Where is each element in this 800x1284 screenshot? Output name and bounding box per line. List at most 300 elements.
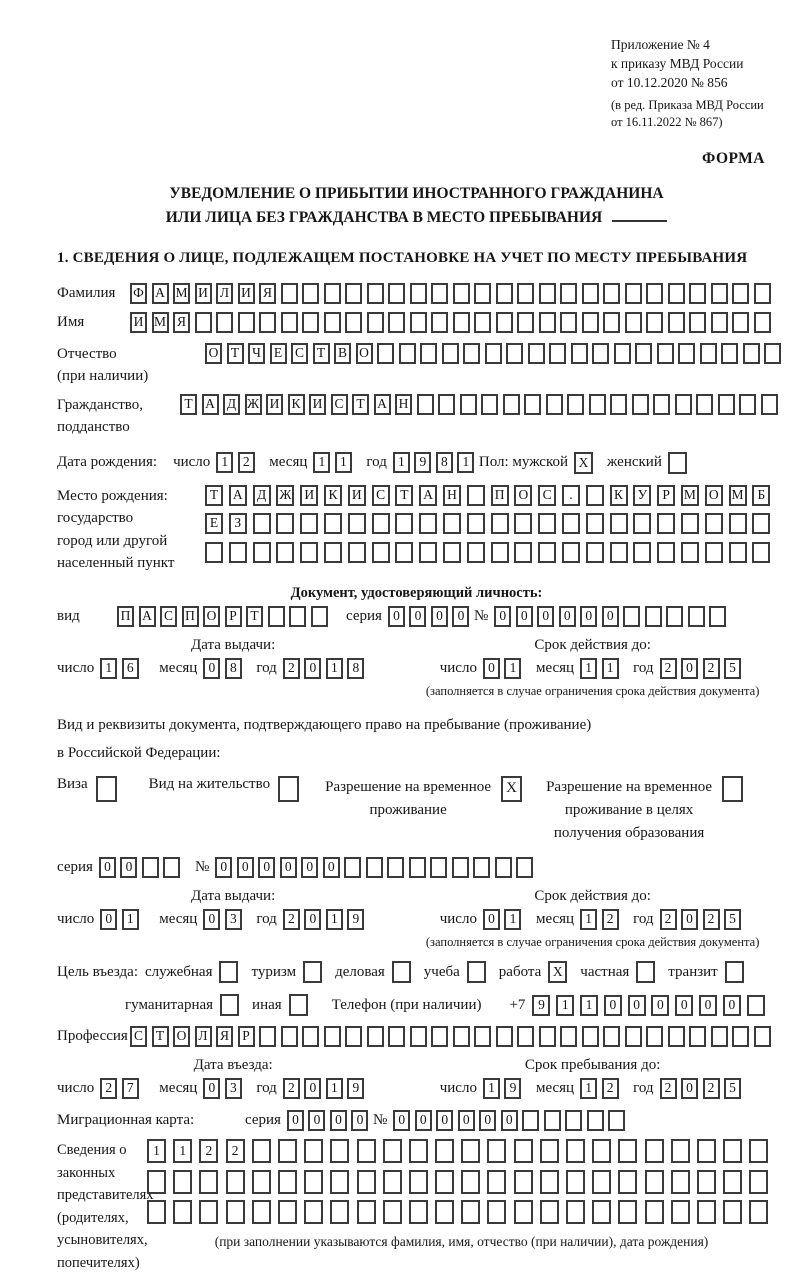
char-cell[interactable] [517, 312, 534, 333]
char-cell[interactable]: 3 [225, 909, 242, 930]
char-cell[interactable] [645, 1139, 664, 1163]
char-cell[interactable] [666, 606, 683, 627]
char-cell[interactable]: Р [657, 485, 675, 506]
char-cell[interactable]: К [324, 485, 342, 506]
char-cell[interactable] [324, 542, 342, 563]
char-cell[interactable]: 0 [100, 909, 117, 930]
char-cell[interactable]: 0 [237, 857, 254, 878]
char-cell[interactable] [330, 1139, 349, 1163]
char-cell[interactable]: 8 [225, 658, 242, 679]
char-cell[interactable] [388, 283, 405, 304]
char-cell[interactable] [467, 961, 486, 983]
char-cell[interactable] [668, 312, 685, 333]
char-cell[interactable] [474, 1026, 491, 1047]
char-cell[interactable] [324, 312, 341, 333]
char-cell[interactable] [754, 283, 771, 304]
char-cell[interactable]: 8 [436, 452, 453, 473]
char-cell[interactable]: О [203, 606, 220, 627]
char-cell[interactable] [625, 1026, 642, 1047]
char-cell[interactable] [219, 961, 238, 983]
char-cell[interactable] [281, 312, 298, 333]
char-cell[interactable] [517, 283, 534, 304]
char-cell[interactable]: 0 [203, 909, 220, 930]
char-cell[interactable]: 0 [308, 1110, 325, 1131]
char-cell[interactable] [367, 1026, 384, 1047]
char-cell[interactable] [485, 343, 502, 364]
char-cell[interactable] [367, 312, 384, 333]
char-cell[interactable] [657, 343, 674, 364]
char-cell[interactable]: Т [205, 485, 223, 506]
char-cell[interactable] [278, 1170, 297, 1194]
char-cell[interactable] [732, 312, 749, 333]
char-cell[interactable] [442, 343, 459, 364]
char-cell[interactable]: М [729, 485, 747, 506]
char-cell[interactable] [330, 1200, 349, 1224]
char-cell[interactable] [566, 1170, 585, 1194]
char-cell[interactable] [435, 1139, 454, 1163]
char-cell[interactable] [732, 283, 749, 304]
char-cell[interactable]: 3 [225, 1078, 242, 1099]
char-cell[interactable]: Д [223, 394, 240, 415]
char-cell[interactable] [752, 513, 770, 534]
char-cell[interactable]: 1 [216, 452, 233, 473]
char-cell[interactable]: С [160, 606, 177, 627]
char-cell[interactable] [420, 343, 437, 364]
char-cell[interactable] [723, 1139, 742, 1163]
char-cell[interactable] [671, 1170, 690, 1194]
char-cell[interactable] [173, 1170, 192, 1194]
char-cell[interactable] [589, 394, 606, 415]
char-cell[interactable] [252, 1139, 271, 1163]
char-cell[interactable] [586, 485, 604, 506]
char-cell[interactable] [487, 1139, 506, 1163]
char-cell[interactable]: 7 [122, 1078, 139, 1099]
char-cell[interactable]: И [266, 394, 283, 415]
char-cell[interactable] [388, 1026, 405, 1047]
char-cell[interactable] [618, 1139, 637, 1163]
char-cell[interactable]: О [356, 343, 373, 364]
char-cell[interactable]: 0 [258, 857, 275, 878]
char-cell[interactable] [238, 312, 255, 333]
char-cell[interactable] [705, 542, 723, 563]
char-cell[interactable] [431, 283, 448, 304]
char-cell[interactable]: О [705, 485, 723, 506]
char-cell[interactable] [419, 513, 437, 534]
char-cell[interactable] [302, 312, 319, 333]
char-cell[interactable]: 0 [494, 606, 511, 627]
char-cell[interactable] [603, 312, 620, 333]
char-cell[interactable] [514, 513, 532, 534]
char-cell[interactable]: 0 [323, 857, 340, 878]
char-cell[interactable] [383, 1139, 402, 1163]
char-cell[interactable]: 0 [280, 857, 297, 878]
char-cell[interactable] [443, 513, 461, 534]
char-cell[interactable] [226, 1170, 245, 1194]
char-cell[interactable] [252, 1170, 271, 1194]
char-cell[interactable]: 0 [301, 857, 318, 878]
char-cell[interactable] [195, 312, 212, 333]
char-cell[interactable] [253, 542, 271, 563]
char-cell[interactable] [409, 857, 426, 878]
char-cell[interactable]: 0 [602, 606, 619, 627]
char-cell[interactable] [653, 394, 670, 415]
char-cell[interactable] [516, 857, 533, 878]
char-cell[interactable] [582, 283, 599, 304]
char-cell[interactable]: Я [216, 1026, 233, 1047]
char-cell[interactable]: А [139, 606, 156, 627]
char-cell[interactable]: У [633, 485, 651, 506]
char-cell[interactable] [399, 343, 416, 364]
char-cell[interactable]: 1 [580, 658, 597, 679]
char-cell[interactable] [623, 606, 640, 627]
char-cell[interactable]: 1 [100, 658, 117, 679]
char-cell[interactable] [388, 312, 405, 333]
char-cell[interactable] [481, 394, 498, 415]
char-cell[interactable] [635, 343, 652, 364]
char-cell[interactable] [711, 1026, 728, 1047]
char-cell[interactable] [603, 283, 620, 304]
char-cell[interactable] [752, 542, 770, 563]
char-cell[interactable] [754, 312, 771, 333]
char-cell[interactable] [749, 1139, 768, 1163]
char-cell[interactable] [608, 1110, 625, 1131]
char-cell[interactable]: К [610, 485, 628, 506]
char-cell[interactable] [560, 312, 577, 333]
char-cell[interactable] [592, 1170, 611, 1194]
char-cell[interactable]: 0 [537, 606, 554, 627]
char-cell[interactable] [729, 542, 747, 563]
char-cell[interactable] [372, 513, 390, 534]
char-cell[interactable] [366, 857, 383, 878]
char-cell[interactable]: 1 [173, 1139, 192, 1163]
char-cell[interactable]: 1 [457, 452, 474, 473]
char-cell[interactable] [657, 542, 675, 563]
char-cell[interactable]: Н [395, 394, 412, 415]
char-cell[interactable]: Я [259, 283, 276, 304]
char-cell[interactable]: Р [225, 606, 242, 627]
char-cell[interactable]: А [374, 394, 391, 415]
char-cell[interactable] [645, 1170, 664, 1194]
char-cell[interactable]: П [491, 485, 509, 506]
char-cell[interactable] [646, 1026, 663, 1047]
char-cell[interactable] [646, 312, 663, 333]
char-cell[interactable] [417, 394, 434, 415]
char-cell[interactable] [592, 1139, 611, 1163]
char-cell[interactable] [582, 1026, 599, 1047]
char-cell[interactable] [610, 542, 628, 563]
char-cell[interactable]: Т [395, 485, 413, 506]
char-cell[interactable]: 0 [203, 658, 220, 679]
char-cell[interactable] [696, 394, 713, 415]
char-cell[interactable] [278, 776, 299, 802]
char-cell[interactable] [147, 1200, 166, 1224]
char-cell[interactable] [566, 1139, 585, 1163]
char-cell[interactable]: М [152, 312, 169, 333]
char-cell[interactable] [259, 1026, 276, 1047]
char-cell[interactable] [749, 1200, 768, 1224]
char-cell[interactable]: 9 [504, 1078, 521, 1099]
char-cell[interactable]: Т [313, 343, 330, 364]
char-cell[interactable]: И [348, 485, 366, 506]
char-cell[interactable] [410, 1026, 427, 1047]
char-cell[interactable]: 1 [580, 909, 597, 930]
char-cell[interactable] [657, 513, 675, 534]
char-cell[interactable] [278, 1200, 297, 1224]
char-cell[interactable]: Б [752, 485, 770, 506]
char-cell[interactable]: Т [152, 1026, 169, 1047]
char-cell[interactable] [764, 343, 781, 364]
char-cell[interactable] [705, 513, 723, 534]
char-cell[interactable] [409, 1200, 428, 1224]
char-cell[interactable] [668, 452, 687, 474]
char-cell[interactable] [723, 1170, 742, 1194]
char-cell[interactable] [226, 1200, 245, 1224]
char-cell[interactable]: 0 [604, 995, 622, 1016]
char-cell[interactable] [582, 312, 599, 333]
char-cell[interactable]: А [152, 283, 169, 304]
char-cell[interactable] [689, 283, 706, 304]
char-cell[interactable]: 0 [99, 857, 116, 878]
char-cell[interactable]: С [331, 394, 348, 415]
char-cell[interactable] [749, 1170, 768, 1194]
char-cell[interactable] [289, 606, 306, 627]
char-cell[interactable] [732, 1026, 749, 1047]
char-cell[interactable] [645, 1200, 664, 1224]
char-cell[interactable]: Т [227, 343, 244, 364]
char-cell[interactable] [324, 1026, 341, 1047]
char-cell[interactable] [461, 1139, 480, 1163]
char-cell[interactable] [419, 542, 437, 563]
char-cell[interactable]: И [309, 394, 326, 415]
char-cell[interactable] [300, 513, 318, 534]
char-cell[interactable] [491, 513, 509, 534]
char-cell[interactable]: 2 [660, 909, 677, 930]
char-cell[interactable]: Я [173, 312, 190, 333]
char-cell[interactable]: К [288, 394, 305, 415]
char-cell[interactable] [618, 1170, 637, 1194]
char-cell[interactable] [473, 857, 490, 878]
char-cell[interactable] [302, 283, 319, 304]
char-cell[interactable]: 0 [699, 995, 717, 1016]
char-cell[interactable] [324, 513, 342, 534]
char-cell[interactable] [395, 542, 413, 563]
char-cell[interactable]: 0 [479, 1110, 496, 1131]
char-cell[interactable] [538, 542, 556, 563]
char-cell[interactable]: А [419, 485, 437, 506]
char-cell[interactable] [567, 394, 584, 415]
char-cell[interactable]: Л [216, 283, 233, 304]
char-cell[interactable]: 0 [304, 1078, 321, 1099]
char-cell[interactable]: 0 [458, 1110, 475, 1131]
char-cell[interactable]: Ч [248, 343, 265, 364]
char-cell[interactable] [689, 312, 706, 333]
char-cell[interactable]: . [562, 485, 580, 506]
char-cell[interactable]: С [372, 485, 390, 506]
char-cell[interactable] [522, 1110, 539, 1131]
char-cell[interactable] [718, 394, 735, 415]
char-cell[interactable] [603, 1026, 620, 1047]
char-cell[interactable] [205, 542, 223, 563]
char-cell[interactable]: О [514, 485, 532, 506]
char-cell[interactable] [430, 857, 447, 878]
char-cell[interactable] [345, 1026, 362, 1047]
char-cell[interactable]: 2 [602, 1078, 619, 1099]
char-cell[interactable] [560, 1026, 577, 1047]
char-cell[interactable] [259, 312, 276, 333]
char-cell[interactable] [729, 513, 747, 534]
char-cell[interactable] [592, 1200, 611, 1224]
char-cell[interactable]: 0 [681, 909, 698, 930]
char-cell[interactable]: 0 [330, 1110, 347, 1131]
char-cell[interactable] [409, 1139, 428, 1163]
char-cell[interactable]: 1 [483, 1078, 500, 1099]
char-cell[interactable]: 0 [628, 995, 646, 1016]
char-cell[interactable]: 2 [100, 1078, 117, 1099]
char-cell[interactable] [743, 343, 760, 364]
char-cell[interactable] [281, 283, 298, 304]
char-cell[interactable] [300, 542, 318, 563]
char-cell[interactable]: 0 [409, 606, 426, 627]
char-cell[interactable] [303, 961, 322, 983]
char-cell[interactable]: 1 [335, 452, 352, 473]
char-cell[interactable] [688, 606, 705, 627]
char-cell[interactable] [357, 1170, 376, 1194]
char-cell[interactable]: 0 [304, 909, 321, 930]
char-cell[interactable] [540, 1200, 559, 1224]
char-cell[interactable]: 1 [313, 452, 330, 473]
char-cell[interactable] [503, 394, 520, 415]
char-cell[interactable] [147, 1170, 166, 1194]
char-cell[interactable]: С [538, 485, 556, 506]
char-cell[interactable] [668, 1026, 685, 1047]
char-cell[interactable]: И [238, 283, 255, 304]
char-cell[interactable]: Д [253, 485, 271, 506]
char-cell[interactable] [474, 283, 491, 304]
char-cell[interactable] [539, 1026, 556, 1047]
char-cell[interactable] [560, 283, 577, 304]
char-cell[interactable]: С [130, 1026, 147, 1047]
char-cell[interactable]: В [334, 343, 351, 364]
char-cell[interactable]: М [681, 485, 699, 506]
char-cell[interactable]: А [229, 485, 247, 506]
char-cell[interactable]: 8 [347, 658, 364, 679]
char-cell[interactable] [252, 1200, 271, 1224]
char-cell[interactable]: 0 [351, 1110, 368, 1131]
char-cell[interactable]: И [130, 312, 147, 333]
char-cell[interactable] [443, 542, 461, 563]
char-cell[interactable]: 2 [703, 909, 720, 930]
char-cell[interactable] [435, 1170, 454, 1194]
char-cell[interactable]: 0 [120, 857, 137, 878]
char-cell[interactable] [496, 1026, 513, 1047]
char-cell[interactable] [524, 394, 541, 415]
char-cell[interactable]: 0 [287, 1110, 304, 1131]
char-cell[interactable]: 0 [215, 857, 232, 878]
char-cell[interactable]: А [202, 394, 219, 415]
char-cell[interactable] [636, 961, 655, 983]
char-cell[interactable] [562, 513, 580, 534]
char-cell[interactable]: И [300, 485, 318, 506]
char-cell[interactable] [345, 283, 362, 304]
char-cell[interactable]: 0 [675, 995, 693, 1016]
char-cell[interactable] [330, 1170, 349, 1194]
char-cell[interactable] [276, 542, 294, 563]
char-cell[interactable] [431, 1026, 448, 1047]
char-cell[interactable] [324, 283, 341, 304]
char-cell[interactable] [289, 994, 308, 1016]
char-cell[interactable] [496, 312, 513, 333]
char-cell[interactable] [586, 542, 604, 563]
char-cell[interactable] [722, 776, 743, 802]
char-cell[interactable] [461, 1200, 480, 1224]
char-cell[interactable]: 2 [226, 1139, 245, 1163]
char-cell[interactable] [383, 1200, 402, 1224]
char-cell[interactable]: 0 [415, 1110, 432, 1131]
char-cell[interactable] [344, 857, 361, 878]
char-cell[interactable] [461, 1170, 480, 1194]
char-cell[interactable]: 2 [199, 1139, 218, 1163]
char-cell[interactable] [496, 283, 513, 304]
char-cell[interactable]: 6 [122, 658, 139, 679]
char-cell[interactable] [276, 513, 294, 534]
char-cell[interactable] [517, 1026, 534, 1047]
char-cell[interactable]: 9 [347, 909, 364, 930]
char-cell[interactable] [633, 542, 651, 563]
char-cell[interactable]: 0 [559, 606, 576, 627]
char-cell[interactable] [467, 485, 485, 506]
char-cell[interactable] [467, 542, 485, 563]
char-cell[interactable]: Н [443, 485, 461, 506]
char-cell[interactable]: 5 [724, 658, 741, 679]
char-cell[interactable] [586, 513, 604, 534]
char-cell[interactable]: Л [195, 1026, 212, 1047]
char-cell[interactable]: 0 [483, 658, 500, 679]
char-cell[interactable]: X [501, 776, 522, 802]
char-cell[interactable] [711, 312, 728, 333]
char-cell[interactable]: Т [246, 606, 263, 627]
char-cell[interactable] [747, 995, 765, 1016]
char-cell[interactable]: 5 [724, 909, 741, 930]
char-cell[interactable] [467, 513, 485, 534]
char-cell[interactable]: X [574, 452, 593, 474]
char-cell[interactable] [311, 606, 328, 627]
char-cell[interactable] [491, 542, 509, 563]
char-cell[interactable]: 0 [393, 1110, 410, 1131]
char-cell[interactable] [345, 312, 362, 333]
char-cell[interactable]: 5 [724, 1078, 741, 1099]
char-cell[interactable]: 1 [602, 658, 619, 679]
char-cell[interactable] [700, 343, 717, 364]
char-cell[interactable]: И [195, 283, 212, 304]
char-cell[interactable]: 0 [723, 995, 741, 1016]
char-cell[interactable]: 1 [504, 658, 521, 679]
char-cell[interactable] [253, 513, 271, 534]
char-cell[interactable]: 1 [504, 909, 521, 930]
char-cell[interactable] [487, 1170, 506, 1194]
char-cell[interactable] [709, 606, 726, 627]
char-cell[interactable] [725, 961, 744, 983]
char-cell[interactable]: 0 [452, 606, 469, 627]
char-cell[interactable]: Ж [276, 485, 294, 506]
char-cell[interactable] [452, 857, 469, 878]
char-cell[interactable]: 2 [602, 909, 619, 930]
char-cell[interactable] [697, 1139, 716, 1163]
char-cell[interactable] [675, 394, 692, 415]
char-cell[interactable]: 0 [436, 1110, 453, 1131]
char-cell[interactable] [587, 1110, 604, 1131]
char-cell[interactable]: 9 [347, 1078, 364, 1099]
char-cell[interactable] [387, 857, 404, 878]
